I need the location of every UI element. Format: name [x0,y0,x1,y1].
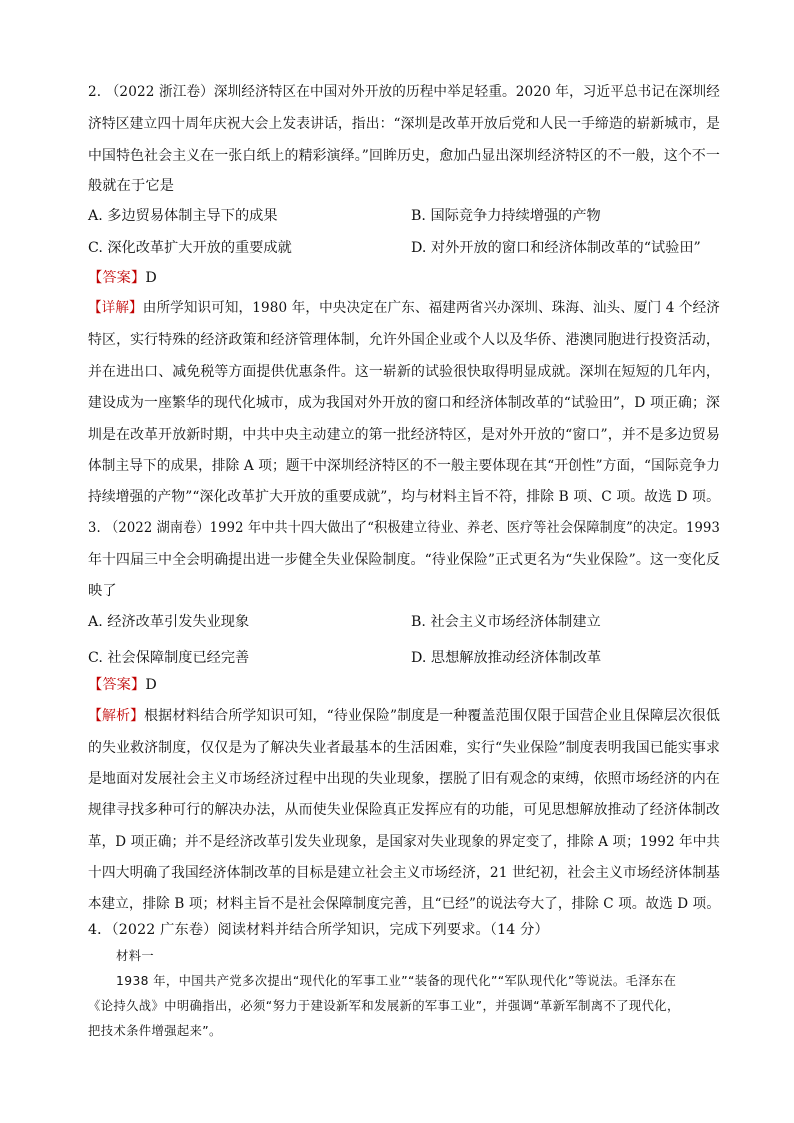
q2-explain-line-7: 持续增强的产物”“深化改革扩大开放的重要成就”，均与材料主旨不符，排除 B 项、C 项。故选 D 项。 [88,489,720,505]
q2-explain-line-1 [88,298,720,318]
q2-stem-line-4: 般就在于它是 [88,178,175,194]
answer-tag: 【答案】 [88,677,146,693]
answer-value: D [145,677,157,693]
q2-answer [88,268,157,288]
q3-answer [88,675,157,695]
q2-explain-line-2: 特区，实行特殊的经济政策和经济管理体制，允许外国企业或个人以及华侨、港澳同胞进行投资活动， [88,332,720,348]
q3-option-c: C. 社会保障制度已经完善 [88,650,250,666]
q4-material-line-2: 《论持久战》中明确指出，必须“努力于建设新军和发展新的军事工业”，并强调“革新军制离不了现代化， [88,999,680,1013]
q2-option-d: D. 对外开放的窗口和经济体制改革的“试验田” [411,240,701,256]
q2-option-c: C. 深化改革扩大开放的重要成就 [88,240,292,256]
q4-material-line-3: 把技术条件增强起来”。 [88,1024,222,1038]
q2-explain-line-4: 建设成为一座繁华的现代化城市，成为我国对外开放的窗口和经济体制改革的“试验田”，D 项正确；深 [88,395,720,411]
explain-tag: 【解析】 [88,708,145,724]
explain-tag: 【详解】 [88,300,143,316]
q2-stem-line-1: 2. （2022 浙江卷）深圳经济特区在中国对外开放的历程中举足轻重。2020 年，习近平总书记在深圳经 [88,84,721,100]
q3-explain-line-5: 革，D 项正确；并不是经济改革引发失业现象，是国家对失业现象的界定变了，排除 A 项；1992 年中共 [88,834,720,850]
answer-tag: 【答案】 [88,270,146,286]
q3-stem-line-2: 年十四届三中全会明确提出进一步健全失业保险制度。“待业保险”正式更名为“失业保险”。这一变化反 [88,552,720,568]
q2-stem-line-2: 济特区建立四十周年庆祝大会上发表讲话，指出：“深圳是改革开放后党和人民一手缔造的崭新城市，是 [88,116,720,132]
q2-option-a: A. 多边贸易体制主导下的成果 [88,208,278,224]
q2-stem-line-3: 中国特色社会主义在一张白纸上的精彩演绎。”回眸历史，愈加凸显出深圳经济特区的不一般，这个不一 [88,148,721,164]
explain-text: 由所学知识可知，1980 年，中央决定在广东、福建两省兴办深圳、珠海、汕头、厦门 4 个经济 [142,300,721,316]
q3-explain-line-3: 是地面对发展社会主义市场经济过程中出现的失业现象，摆脱了旧有观念的束缚，依照市场经济的内在 [88,771,720,787]
q3-explain-line-7: 本建立，排除 B 项；材料主旨不是社会保障制度完善，且“已经”的说法夸大了，排除 C 项。故选 D 项。 [88,896,720,912]
q4-material-line-1: 1938 年，中国共产党多次提出“现代化的军事工业”“装备的现代化”“军队现代化”等说法。毛泽东在 [116,974,677,988]
q4-material-label: 材料一 [116,949,155,963]
q3-stem-line-3: 映了 [88,583,117,599]
q2-explain-line-3: 并在进出口、减免税等方面提供优惠条件。这一崭新的试验很快取得明显成就。深圳在短短的几年内， [88,364,720,380]
q3-option-d: D. 思想解放推动经济体制改革 [411,650,602,666]
q4-stem: 4．（2022 广东卷）阅读材料并结合所学知识，完成下列要求。（14 分） [88,922,549,938]
q3-explain-line-4: 规律寻找多种可行的解决办法，从而使失业保险真正发挥应有的功能，可见思想解放推动了经济体制改 [88,802,720,818]
explain-text: 根据材料结合所学知识可知，“待业保险”制度是一种覆盖范围仅限于国营企业且保障层次很低 [144,708,720,724]
q3-option-b: B. 社会主义市场经济体制建立 [411,614,601,630]
q2-explain-line-5: 圳是在改革开放新时期，中共中央主动建立的第一批经济特区，是对外开放的“窗口”，并不是多边贸易 [88,427,720,443]
q3-stem-line-1: 3. （2022 湖南卷）1992 年中共十四大做出了“积极建立待业、养老、医疗等社会保障制度”的决定。1993 [88,520,720,536]
q3-option-a: A. 经济改革引发失业现象 [88,614,250,630]
answer-value: D [145,270,157,286]
q3-explain-line-1 [88,706,720,726]
q3-explain-line-2: 的失业救济制度，仅仅是为了解决失业者最基本的生活困难，实行“失业保险”制度表明我国已能实事求 [88,740,720,756]
q3-explain-line-6: 十四大明确了我国经济体制改革的目标是建立社会主义市场经济，21 世纪初，社会主义市场经济体制基 [88,865,720,881]
q2-option-b: B. 国际竞争力持续增强的产物 [411,208,601,224]
q2-explain-line-6: 体制主导下的成果，排除 A 项；题干中深圳经济特区的不一般主要体现在其“开创性”方面，“国际竞争力 [88,458,720,474]
